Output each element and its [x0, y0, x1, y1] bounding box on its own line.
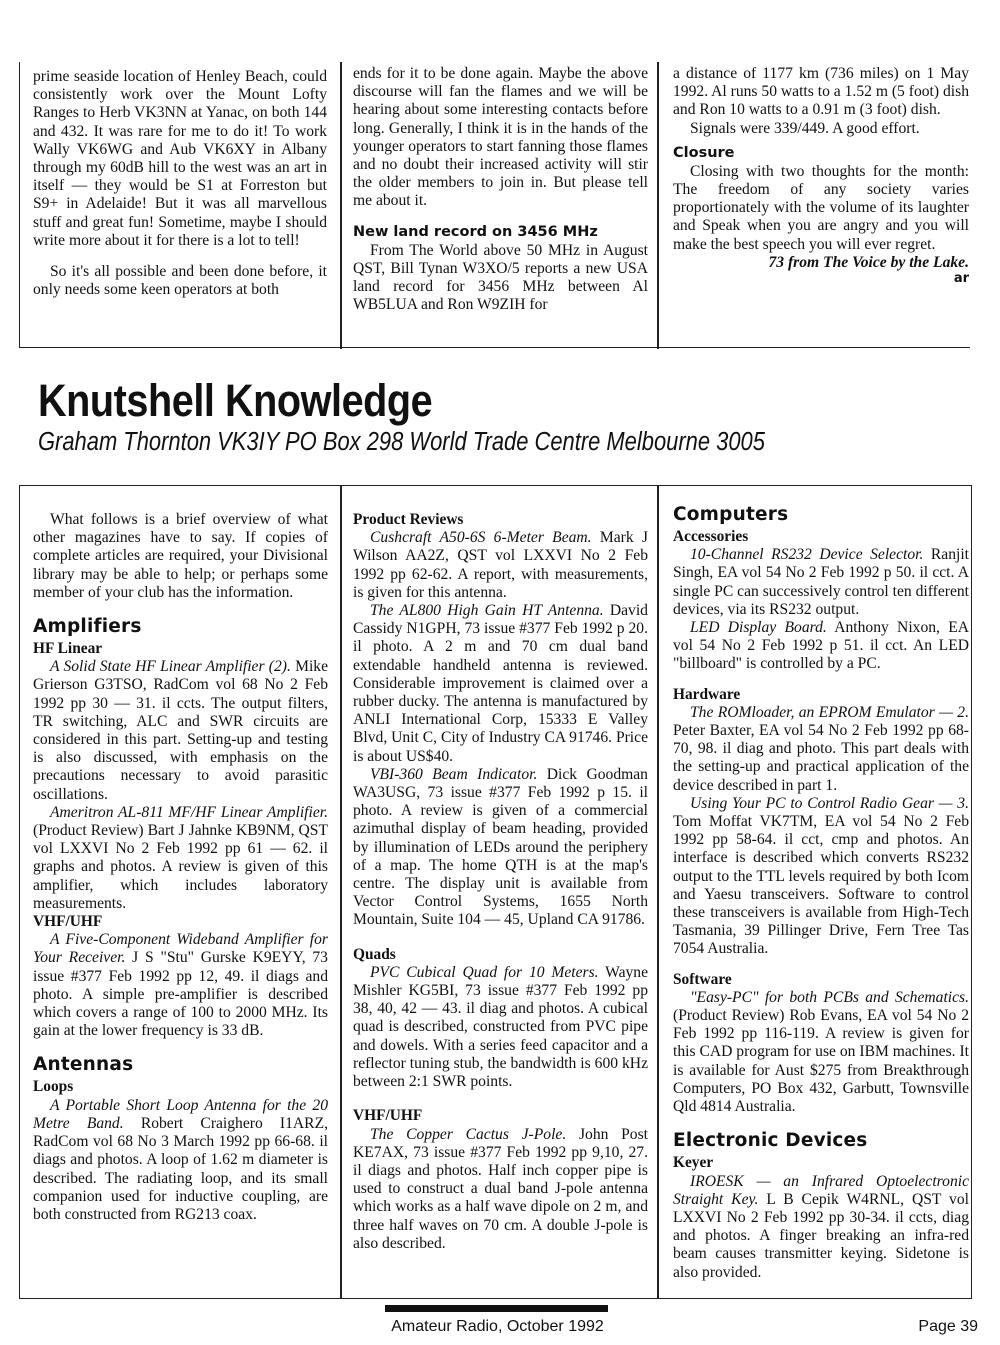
entry-text: Peter Baxter, EA vol 54 No 2 Feb 1992 pp 68-70, 98. il diag and photo. This part deals with the setting-up and practical application of the device described in part 1. [673, 722, 969, 794]
section-heading: Amplifiers [33, 616, 142, 638]
entry-text: (Product Review) Rob Evans, EA vol 54 No 2 Feb 1992 pp 116-119. A review is given for this CAD program for use on IBM machines. It is available for Aust $275 from Breakthrough Computers, PO Box 432, Garbutt, Townsville Qld 4814 Australia. [673, 1007, 969, 1116]
entry-title: The AL800 High Gain HT Antenna. [370, 602, 604, 620]
entry-text: Wayne Mishler KG5BI, 73 issue #377 Feb 1992 pp 38, 40, 42 — 43. il diag and photos. A cubical quad is described, constructed from PVC pipe and dowels. With a series feed capacitor and a reflector tuning stub, the bandwidth is 600 kHz between 2:1 SWR points. [353, 963, 649, 1091]
entry-text: Anthony Nixon, EA vol 54 No 2 Feb 1992 p 51. il cct. An LED "billboard" is controlled by a PC. [673, 619, 969, 673]
footer-rule [385, 1305, 608, 1312]
entry-text: John Post KE7AX, 73 issue #377 Feb 1992 pp 9,10, 27. il diags and photos. Half inch copper pipe is used to construct a dual band J-pole antenna which works as a half wave dipole on 2 m, and three half waves on 70 cm. A double J-pole is also described. [353, 1125, 648, 1252]
paragraph: Closing with two thoughts for the month: The freedom of any society varies proportionately with the volume of its laughter and Speak when you are angry and you will make the best speech you will ever regret. [673, 162, 969, 253]
entry [673, 795, 969, 959]
subsection-heading: Accessories [673, 528, 749, 545]
entry-title: 10-Channel RS232 Device Selector. [690, 546, 924, 564]
section-heading: Antennas [33, 1054, 134, 1076]
entry [33, 931, 328, 1040]
subsection-heading: Software [673, 970, 732, 988]
entry [673, 989, 969, 1116]
entry-title: "Easy-PC" for both PCBs and Schematics. [690, 988, 969, 1006]
entry-text: Dick Goodman WA3USG, 73 issue #377 Feb 1992 p 15. il photo. A review is given of a commercial azimuthal display of beam heading, provided by illumination of LEDs around the periphery of a map. The home QTH is at the map's centre. The display unit is available from Vector Control Systems, 1655 North Mountain, Suite 104 — 45, Upland CA 91786. [353, 765, 648, 929]
paragraph: So it's all possible and been done before, it only needs some keen operators at both [33, 263, 327, 299]
article-title: Knutshell Knowledge [38, 375, 433, 426]
entry-text: Mike Grierson G3TSO, RadCom vol 68 No 2 Feb 1992 pp 30 — 31. il ccts. The output filters, TR switching, ALC and SWR circuits are considered in this part. Setting-up and testing is also discussed, with emphasis on the precautions necessary to avoid parasitic oscillations. [33, 658, 328, 803]
entry [673, 704, 969, 795]
entry-text: David Cassidy N1GPH, 73 issue #377 Feb 1992 p 20. il photo. A 2 m and 70 cm dual band extendable handheld antenna is reviewed. Considerable improvement is claimed over a rubber ducky. The antenna is manufactured by ANLI International Corp, 15333 E Valley Blvd, Unit C, City of Industry CA 91746. Price is about US$40. [353, 602, 648, 765]
paragraph: a distance of 1177 km (736 miles) on 1 May 1992. Al runs 50 watts to a 1.52 m (5 foot) dish and Ron 10 watts to a 0.91 m (3 foot) dish. [673, 65, 969, 119]
article-byline: Graham Thornton VK3IY PO Box 298 World Trade Centre Melbourne 3005 [38, 428, 765, 456]
entry-text: Tom Moffat VK7TM, EA vol 54 No 2 Feb 1992 pp 58-64. il cct, cmp and photos. An interface is described which converts RS232 output to the TTL levels required by both Icom and Yaesu transceivers. Software to control these transceivers is available from High-Tech Tasmania, 39 Pillinger Drive, Fern Tree Tas 7054 Australia. [673, 813, 969, 958]
entry-title: LED Display Board. [690, 619, 827, 637]
entry-title: VBI-360 Beam Indicator. [370, 765, 538, 783]
entry [33, 1097, 328, 1224]
section-heading: Computers [673, 504, 789, 525]
subsection-heading: Keyer [673, 1154, 714, 1172]
paragraph: What follows is a brief overview of what other magazines have to say. If copies of complete articles are required, your Divisional library may be able to help; or perhaps some member of your club has the information. [33, 511, 328, 601]
paragraph: Signals were 339/449. A good effort. [690, 119, 920, 137]
subsection-heading: VHF/UHF [353, 1107, 423, 1125]
entry-title: Using Your PC to Control Radio Gear — 3. [690, 794, 969, 812]
paragraph: prime seaside location of Henley Beach, could consistently work over the Mount Lofty Ranges to Herb VK3NN at Yanac, on both 144 and 432. It was rare for me to do it! To work Wally VK6WG and Aub VK6XY in Albany through my 60dB hill to the west was an art in itself — they would be S1 at Forreston but S9+ in Adelaide! But it was all marvellous stuff and great fun! Sometime, maybe I should write more about it for there is a lot to tell! [33, 68, 327, 249]
article-column-2 [353, 511, 648, 1253]
paragraph: From The World above 50 MHz in August QST, Bill Tynan W3XO/5 reports a new USA land record for 3456 MHz between Al WB5LUA and Ron W9ZIH for [353, 241, 648, 314]
section-heading: New land record on 3456 MHz [353, 223, 598, 240]
subsection-heading: Quads [353, 945, 396, 963]
entry [353, 766, 648, 930]
entry [353, 529, 648, 602]
article-column-1 [33, 511, 328, 1224]
column-rule [657, 485, 659, 1299]
signoff: 73 from The Voice by the Lake. [768, 253, 969, 271]
article-column-3 [673, 504, 969, 1282]
subsection-heading: Loops [33, 1078, 74, 1096]
top-column-2 [353, 65, 648, 314]
column-rule [340, 485, 342, 1299]
entry [353, 602, 648, 766]
entry-text: Robert Craighero I1ARZ, RadCom vol 68 No 3 March 1992 pp 66-68. il diags and photos. A loop of 1.62 m diameter is described. The radiating loop, and its small companion used for inductive coupling, are both constructed from RG213 coax. [33, 1114, 329, 1223]
entry [673, 619, 969, 674]
column-rule [340, 62, 342, 349]
subsection-heading: Hardware [673, 685, 741, 703]
entry-text: J S "Stu" Gurske K9EYY, 73 issue #377 Feb 1992 pp 12, 49. il diags and photo. A simple pre-amplifier is described which covers a range of 100 to 2000 MHz. Its gain at the lower frequency is 33 dB. [33, 949, 328, 1040]
section-heading: Electronic Devices [673, 1130, 868, 1152]
entry-text: (Product Review) Bart J Jahnke KB9NM, QST vol LXXVI No 2 Feb 1992 pp 61 — 62. il graphs and photos. A review is given of this amplifier, which includes laboratory measurements. [33, 822, 328, 912]
subsection-heading: VHF/UHF [33, 913, 103, 931]
subsection-heading: Product Reviews [353, 511, 464, 528]
top-column-3 [673, 65, 969, 288]
entry-text: Ranjit Singh, EA vol 54 No 2 Feb 1992 p 50. il cct. A single PC can successively control ten different devices, via its RS232 output. [673, 546, 969, 618]
top-column-1 [33, 68, 327, 299]
entry [33, 804, 328, 913]
entry [353, 964, 648, 1091]
entry [33, 658, 328, 804]
entry-title: A Solid State HF Linear Amplifier (2). [50, 658, 291, 676]
footer-page-number: Page 39 [918, 1318, 978, 1335]
entry-text: L B Cepik W4RNL, QST vol LXXVI No 2 Feb 1992 pp 30-34. il ccts, diag and photos. A finger breaking an infra-red beam causes transmitter keying. Sidetone is also provided. [673, 1190, 969, 1281]
entry-title: Cushcraft A50-6S 6-Meter Beam. [370, 529, 592, 547]
entry [673, 546, 969, 619]
entry-title: Ameritron AL-811 MF/HF Linear Amplifier. [50, 803, 328, 821]
entry [353, 1126, 648, 1253]
entry-title: IROESK — an Infrared Optoelectronic Straight Key. [673, 1172, 969, 1208]
end-mark: ar [953, 271, 969, 287]
subsection-heading: HF Linear [33, 640, 103, 658]
entry-title: The ROMloader, an EPROM Emulator — 2. [690, 703, 969, 721]
column-rule [657, 62, 659, 349]
entry [673, 1173, 969, 1282]
section-heading: Closure [673, 144, 735, 161]
entry-title: A Five-Component Wideband Amplifier for Your Receiver. [33, 931, 328, 967]
entry-title: PVC Cubical Quad for 10 Meters. [370, 963, 599, 981]
entry-title: A Portable Short Loop Antenna for the 20 Metre Band. [33, 1096, 328, 1132]
footer-magazine: Amateur Radio, October 1992 [391, 1318, 604, 1335]
entry-text: Mark J Wilson AA2Z, QST vol LXXVI No 2 Feb 1992 pp 62-62. A report, with measurements, is given for this antenna. [353, 529, 648, 601]
paragraph: ends for it to be done again. Maybe the above discourse will fan the flames and we will be hearing about some interesting contacts before long. Generally, I think it is in the hands of the younger operators to start fanning those flames and no doubt their increased activity will stir the older members to join in. But please tell me about it. [353, 65, 648, 210]
entry-title: The Copper Cactus J-Pole. [370, 1125, 567, 1143]
